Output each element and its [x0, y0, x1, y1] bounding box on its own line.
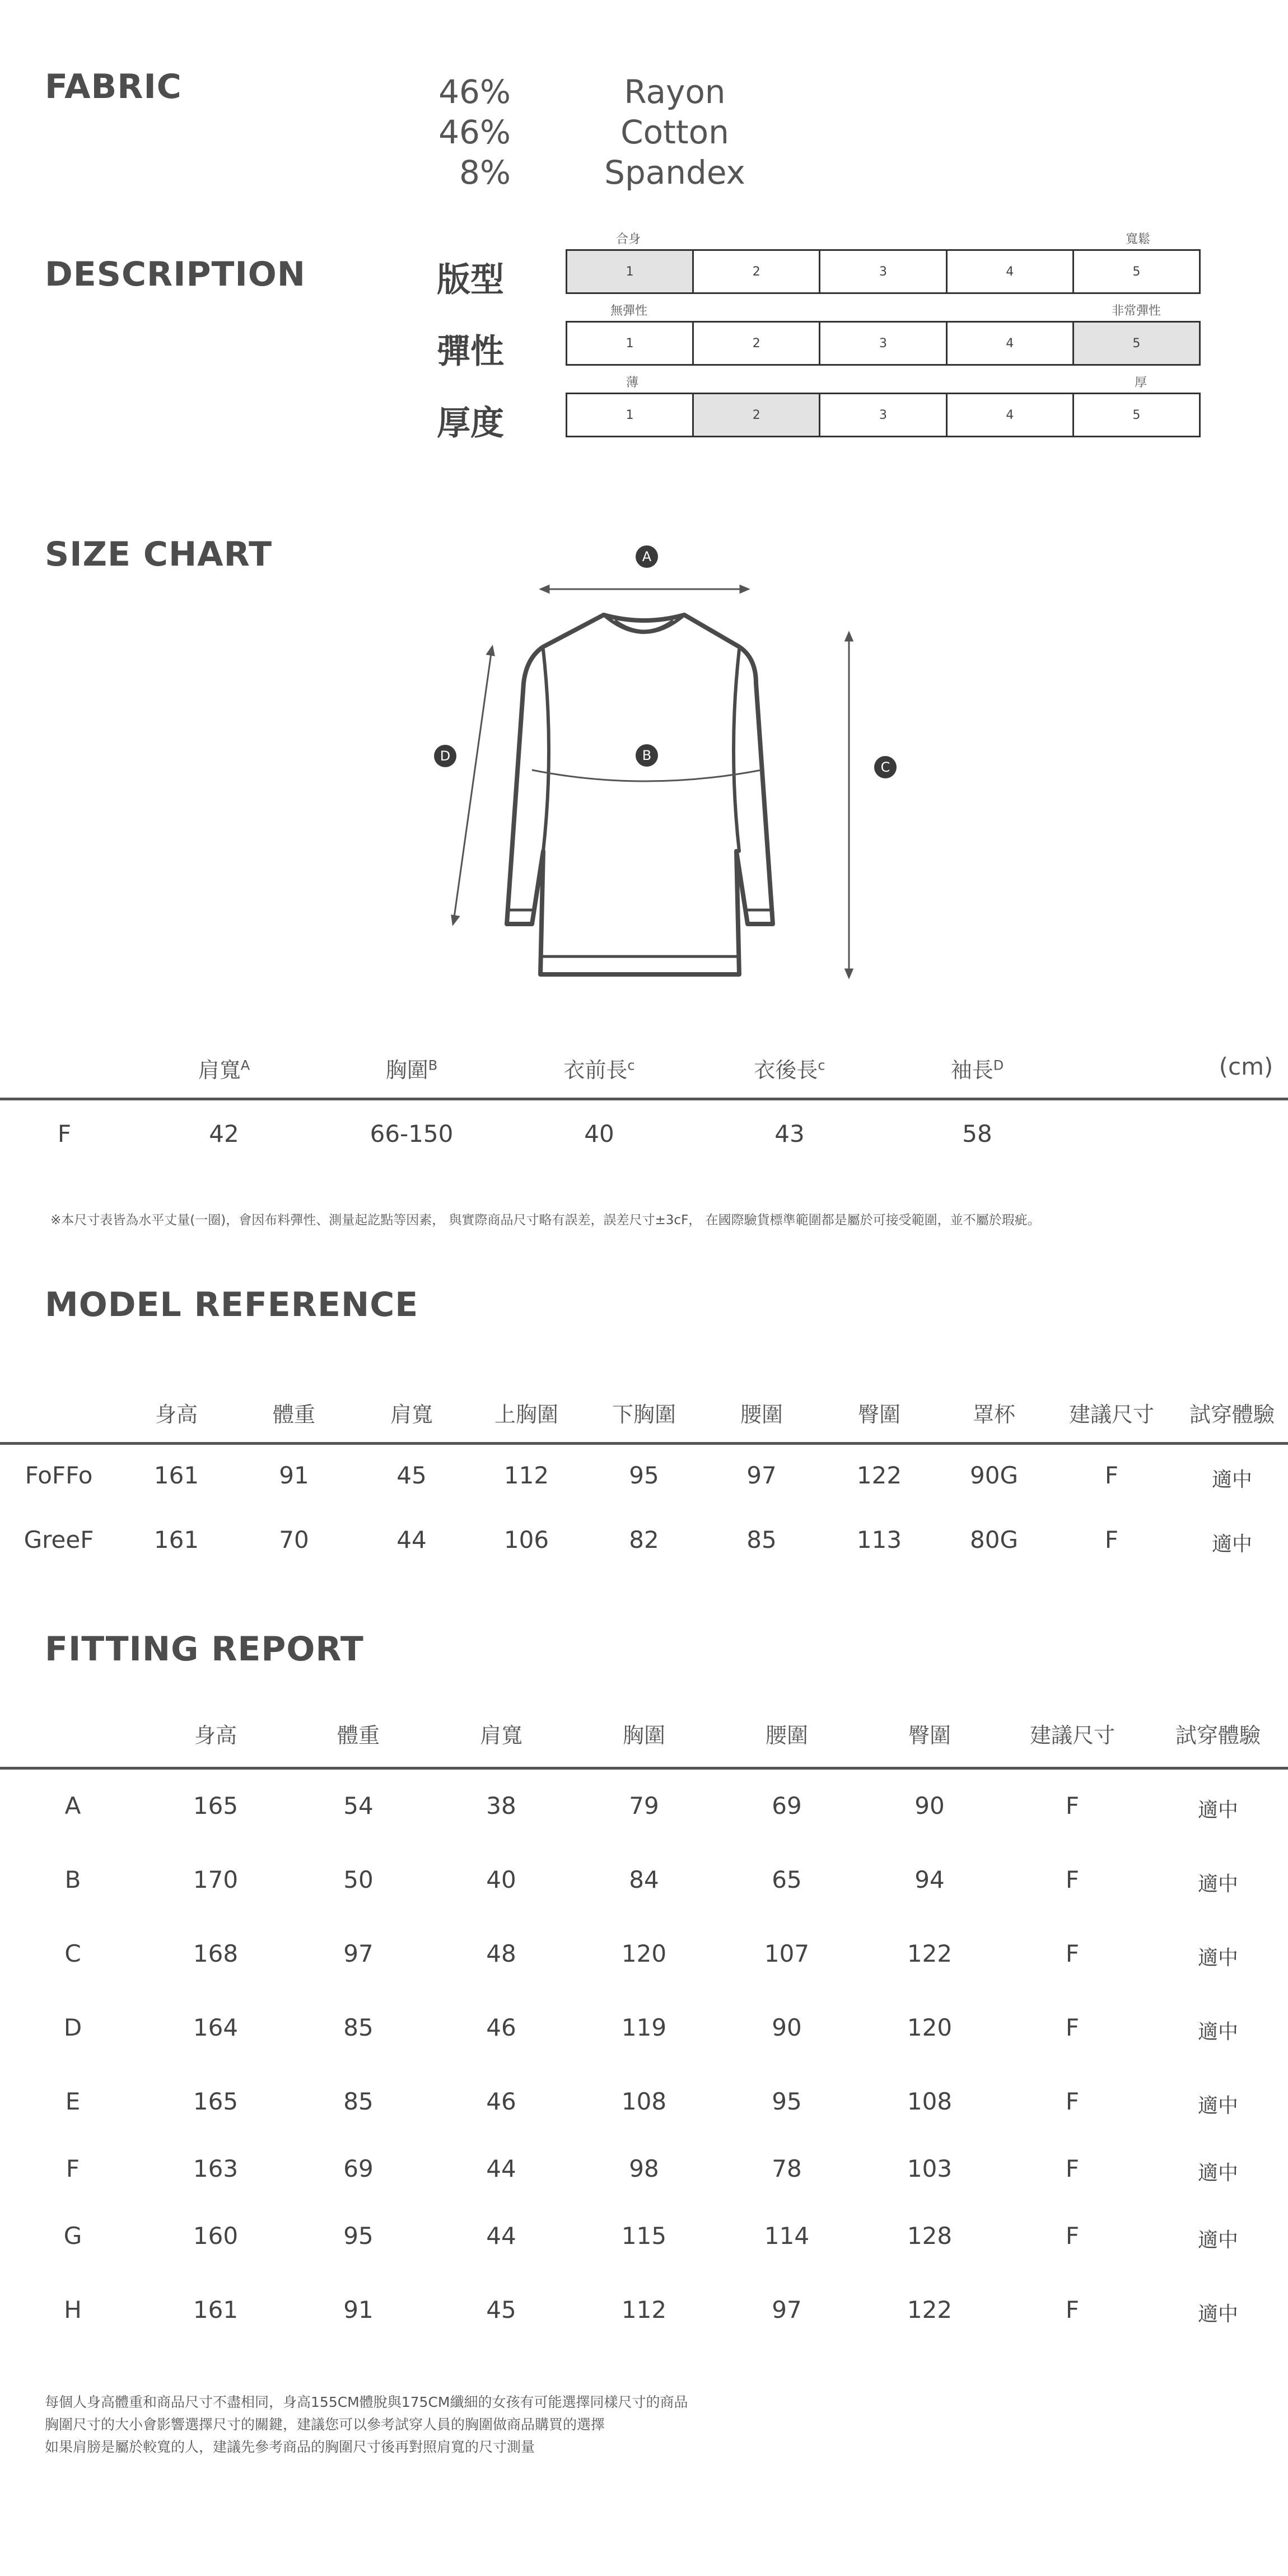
model-cell: 122	[856, 1462, 902, 1489]
model-cell: 91	[279, 1462, 309, 1489]
measure-b-line	[532, 770, 762, 781]
scale-low-label: 合身	[616, 232, 641, 246]
elasticity-label: 彈性	[437, 332, 504, 371]
model-cell: 90G	[970, 1462, 1018, 1489]
fit-row-label: C	[64, 1940, 81, 1967]
fit-cell: 69	[772, 1792, 802, 1819]
fit-cell: 165	[193, 1792, 239, 1819]
fit-col-header: 身高	[194, 1723, 237, 1748]
fit-cell: F	[1065, 1866, 1080, 1893]
scale-cell: 1	[626, 408, 634, 422]
fit-cell: 115	[621, 2222, 667, 2250]
arrow-head	[541, 586, 549, 592]
scale-low-label: 無彈性	[610, 304, 648, 318]
fit-cell: 適中	[1197, 2303, 1238, 2326]
fit-cell: 45	[486, 2296, 516, 2323]
fit-cell: 120	[907, 2014, 953, 2041]
size-col-header: 肩寬$^A$	[198, 1057, 250, 1082]
scale-cell: 3	[819, 251, 945, 292]
fit-col-header: 臀圍	[908, 1723, 951, 1748]
fabric-material: Spandex	[604, 153, 745, 192]
arrow-head	[846, 633, 852, 641]
sleeve-seam	[734, 650, 739, 851]
fit-cell: 69	[343, 2155, 374, 2182]
scale-cell: 4	[946, 394, 1072, 436]
fit-cell: 112	[621, 2296, 667, 2323]
model-cell: 82	[629, 1526, 659, 1553]
fit-cell: 適中	[1197, 1799, 1238, 1822]
fit-cell: 適中	[1197, 2162, 1238, 2185]
fit-scale	[566, 249, 1201, 294]
fitting-note: 如果肩膀是屬於較寬的人，建議先參考商品的胸圍尺寸後再對照肩寬的尺寸測量	[45, 2439, 535, 2455]
fit-row-label: B	[64, 1866, 81, 1893]
fitting-note: 每個人身高體重和商品尺寸不盡相同，身高155CM體脫與175CM纖細的女孩有可能選擇同樣尺寸的商品	[45, 2394, 688, 2410]
size-cell: 43	[774, 1120, 805, 1147]
fit-cell: 44	[486, 2222, 516, 2250]
arrow-head	[740, 586, 748, 592]
model-reference-title: MODEL REFERENCE	[45, 1285, 419, 1324]
fit-row-label: A	[64, 1792, 81, 1819]
model-col-header: 身高	[155, 1402, 198, 1427]
scale-cell: 1	[567, 251, 692, 292]
fitting-note: 胸圍尺寸的大小會影響選擇尺寸的關鍵，建議您可以參考試穿人員的胸圍做商品購買的選擇	[45, 2416, 605, 2433]
fit-cell: 65	[772, 1866, 802, 1893]
size-cell: 42	[209, 1120, 239, 1147]
fit-row-label: F	[66, 2155, 80, 2182]
elasticity-scale	[566, 321, 1201, 366]
fit-cell: 122	[907, 2296, 953, 2323]
fit-cell: 98	[629, 2155, 659, 2182]
fit-cell: 122	[907, 1940, 953, 1967]
arrow-head	[846, 969, 852, 977]
fit-cell: F	[1065, 1940, 1080, 1967]
fit-cell: 119	[621, 2014, 667, 2041]
scale-cell: 2	[692, 323, 819, 364]
fit-cell: 164	[193, 2014, 239, 2041]
fit-cell: 50	[343, 1866, 374, 1893]
size-col-header: 胸圍$^B$	[385, 1057, 438, 1082]
model-cell: 113	[856, 1526, 902, 1553]
model-col-header: 下胸圍	[612, 1402, 676, 1427]
fit-row-label: G	[63, 2222, 82, 2250]
scale-high-label: 非常彈性	[1112, 304, 1161, 318]
arrow-head	[487, 647, 494, 655]
fit-cell: 48	[486, 1940, 516, 1967]
fit-cell: 適中	[1197, 2094, 1238, 2117]
marker-d: D	[434, 745, 456, 767]
fit-label: 版型	[437, 260, 504, 300]
fit-cell: 94	[914, 1866, 945, 1893]
fit-cell: 107	[764, 1940, 810, 1967]
fit-cell: F	[1065, 2088, 1080, 2115]
fit-col-header: 體重	[337, 1723, 380, 1748]
size-col-header: 袖長$^D$	[950, 1057, 1004, 1082]
fit-col-header: 腰圍	[765, 1723, 808, 1748]
model-col-header: 試穿體驗	[1189, 1402, 1275, 1427]
model-cell: 45	[396, 1462, 427, 1489]
size-row-label: F	[57, 1120, 72, 1147]
fit-cell: F	[1065, 2155, 1080, 2182]
fit-cell: F	[1065, 2014, 1080, 2041]
fit-cell: 78	[772, 2155, 802, 2182]
scale-low-label: 薄	[626, 376, 639, 390]
fit-cell: 91	[343, 2296, 374, 2323]
fit-cell: 79	[629, 1792, 659, 1819]
fit-cell: 85	[343, 2014, 374, 2041]
fit-cell: 54	[343, 1792, 374, 1819]
model-cell: 106	[503, 1526, 549, 1553]
measure-d-line	[454, 650, 492, 921]
size-col-header: 衣前長$^c$	[563, 1057, 635, 1082]
model-cell: 161	[153, 1462, 199, 1489]
scale-cell: 4	[946, 323, 1072, 364]
model-col-header: 罩杯	[972, 1402, 1015, 1427]
fit-cell: 163	[193, 2155, 239, 2182]
fit-cell: 114	[764, 2222, 810, 2250]
size-table-rule	[0, 1098, 1288, 1100]
model-cell: 44	[396, 1526, 427, 1553]
fit-row-label: H	[64, 2296, 82, 2323]
scale-cell: 3	[819, 323, 945, 364]
fit-cell: 108	[621, 2088, 667, 2115]
model-cell: 112	[503, 1462, 549, 1489]
size-chart-note: ※本尺寸表皆為水平丈量(一圈)，會因布料彈性、測量起訖點等因素， 與實際商品尺寸略有誤差，誤差尺寸±3cF， 在國際驗貨標準範圍都是屬於可接受範圍，並不屬於瑕疵。	[50, 1213, 1040, 1228]
fabric-material: Cotton	[620, 113, 729, 151]
fit-cell: 165	[193, 2088, 239, 2115]
fit-cell: 44	[486, 2155, 516, 2182]
fabric-pct: 46%	[438, 113, 511, 151]
model-col-header: 腰圍	[740, 1402, 783, 1427]
size-chart-title: SIZE CHART	[45, 535, 273, 574]
scale-cell: 5	[1072, 251, 1199, 292]
fit-cell: 120	[621, 1940, 667, 1967]
model-cell: F	[1104, 1462, 1119, 1489]
size-cell: 40	[584, 1120, 614, 1147]
fit-cell: 40	[486, 1866, 516, 1893]
fit-cell: F	[1065, 1792, 1080, 1819]
fit-cell: 103	[907, 2155, 953, 2182]
fit-cell: 46	[486, 2014, 516, 2041]
model-cell: F	[1104, 1526, 1119, 1553]
fit-col-header: 胸圍	[622, 1723, 665, 1748]
fit-table-rule	[0, 1767, 1288, 1770]
model-col-header: 上胸圍	[494, 1402, 558, 1427]
marker-c: C	[874, 756, 897, 778]
description-title: DESCRIPTION	[45, 255, 306, 294]
fit-cell: 46	[486, 2088, 516, 2115]
fit-cell: 90	[914, 1792, 945, 1819]
scale-cell: 1	[626, 336, 634, 351]
fit-cell: 97	[772, 2296, 802, 2323]
fit-cell: 適中	[1197, 2229, 1238, 2252]
fit-cell: 128	[907, 2222, 953, 2250]
thickness-scale	[566, 393, 1201, 437]
model-cell: 適中	[1211, 1468, 1252, 1491]
model-cell: 97	[746, 1462, 777, 1489]
fit-cell: 適中	[1197, 1873, 1238, 1896]
fit-cell: 108	[907, 2088, 953, 2115]
sleeve-seam	[543, 650, 549, 851]
fit-cell: 84	[629, 1866, 659, 1893]
fit-cell: 38	[486, 1792, 516, 1819]
fit-col-header: 建議尺寸	[1029, 1723, 1115, 1748]
fit-row-label: E	[65, 2088, 81, 2115]
model-col-header: 建議尺寸	[1068, 1402, 1154, 1427]
model-cell: 70	[279, 1526, 309, 1553]
model-name: FoFFo	[25, 1462, 93, 1489]
model-name: GreeF	[24, 1526, 94, 1553]
scale-high-label: 寬鬆	[1126, 232, 1151, 246]
model-table-rule	[0, 1442, 1288, 1445]
fit-col-header: 肩寬	[479, 1723, 522, 1748]
fabric-pct: 8%	[459, 153, 511, 192]
model-col-header: 肩寬	[390, 1402, 433, 1427]
model-cell: 適中	[1211, 1533, 1252, 1556]
marker-b: B	[636, 744, 658, 767]
model-cell: 161	[153, 1526, 199, 1553]
model-col-header: 體重	[272, 1402, 315, 1427]
fit-cell: 適中	[1197, 2020, 1238, 2043]
thickness-label: 厚度	[437, 404, 504, 443]
fit-cell: 170	[193, 1866, 239, 1893]
fit-cell: 168	[193, 1940, 239, 1967]
model-cell: 85	[746, 1526, 777, 1553]
scale-cell: 2	[692, 251, 819, 292]
sweater-diagram	[426, 538, 896, 986]
fit-cell: 85	[343, 2088, 374, 2115]
fit-cell: F	[1065, 2222, 1080, 2250]
fabric-title: FABRIC	[45, 67, 182, 106]
fit-cell: F	[1065, 2296, 1080, 2323]
scale-high-label: 厚	[1135, 376, 1147, 390]
arrow-head	[452, 916, 459, 924]
scale-cell: 4	[946, 251, 1072, 292]
scale-cell: 5	[1072, 323, 1199, 364]
unit-label: (cm)	[1219, 1053, 1273, 1080]
scale-cell: 2	[692, 394, 819, 436]
fit-cell: 161	[193, 2296, 239, 2323]
fit-cell: 97	[343, 1940, 374, 1967]
fit-row-label: D	[63, 2014, 82, 2041]
fit-cell: 適中	[1197, 1947, 1238, 1970]
fabric-material: Rayon	[624, 73, 726, 111]
fitting-report-title: FITTING REPORT	[45, 1630, 364, 1669]
scale-cell: 5	[1072, 394, 1199, 436]
marker-a: A	[636, 545, 658, 568]
fabric-pct: 46%	[438, 73, 511, 111]
scale-cell: 3	[819, 394, 945, 436]
model-col-header: 臀圍	[857, 1402, 900, 1427]
model-cell: 95	[629, 1462, 659, 1489]
size-cell: 66-150	[370, 1120, 454, 1147]
fit-col-header: 試穿體驗	[1175, 1723, 1261, 1748]
fit-cell: 90	[772, 2014, 802, 2041]
fit-cell: 95	[772, 2088, 802, 2115]
fit-cell: 95	[343, 2222, 374, 2250]
size-col-header: 衣後長$^c$	[754, 1057, 825, 1082]
fit-cell: 160	[193, 2222, 239, 2250]
size-cell: 58	[962, 1120, 992, 1147]
model-cell: 80G	[970, 1526, 1018, 1553]
